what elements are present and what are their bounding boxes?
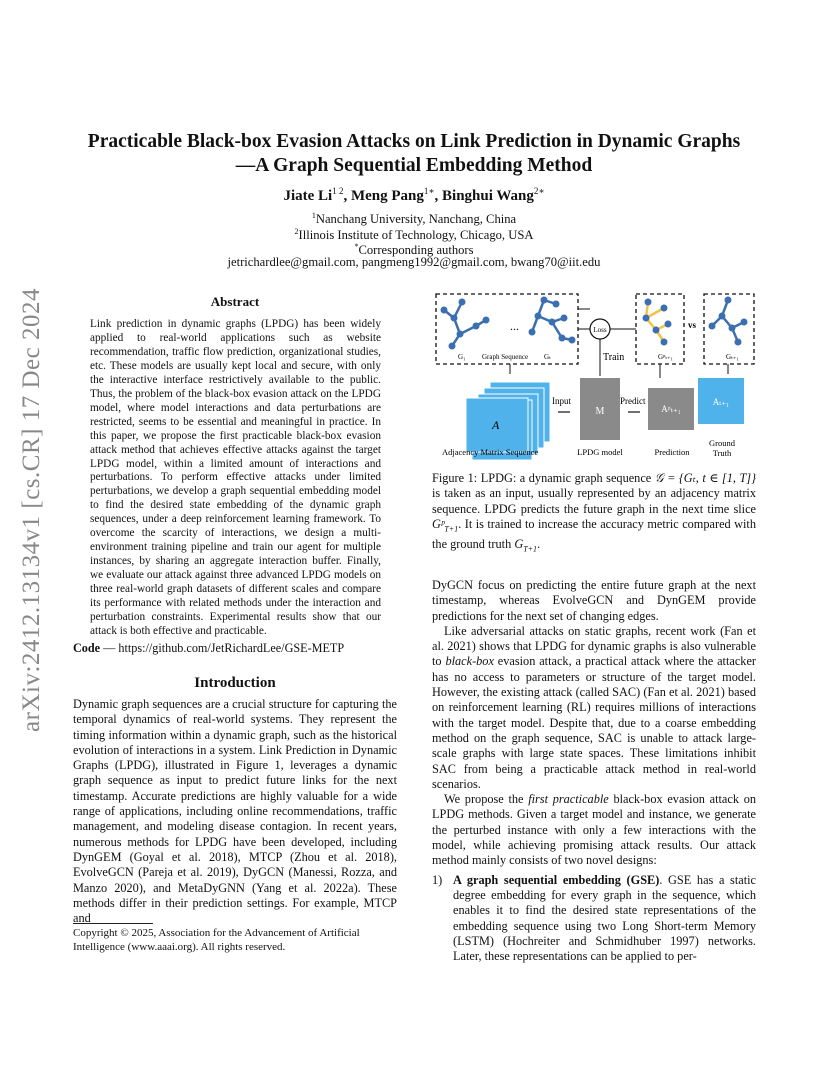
author-3: Binghui Wang <box>442 188 534 204</box>
abstract-heading: Abstract <box>210 294 260 309</box>
train-label: Train <box>603 352 625 363</box>
caption-math-3: G <box>514 537 524 552</box>
caption-math-1: 𝒢 = {Gₜ, t ∈ [1, T]} <box>654 471 756 485</box>
copyright-note: Copyright © 2025, Association for the Advancement of Artificial Intelligence (www.aaai.org). All rights reserved. <box>73 927 360 953</box>
intro-paragraph-1: Dynamic graph sequences are a crucial structure for capturing the temporal dynamics of real-world systems. They represent the timing information within a dynamic graph, such as the historical evolution of interactions in a system. Link Prediction in Dynamic Graphs (LPDG), illustrated in Figure 1, leverages a dynamic graph sequence as input to predict future links for the next timestamp. Accurate predictions are highly valuable for a wide range of applications, including online recommendations, traffic management, and modeling disease contagion. In recent years, numerous methods for LPDG have been developed, including DynGEM (Goyal et al. 2018), MTCP (Zhou et al. 2018), EvolveGCN (Pareja et al. 2019), DyGCN (Manessi, Rozza, and Manzo 2020), and MetaDyGNN (Yang et al. 2022a). These methods differ in their prediction settings. For example, MTCP and <box>73 697 397 926</box>
right-p3-part-b: black-box evasion attack on LPDG methods. Given a target model and instance, we generate the perturbed instance with only a few interactions with the model, while achieving promising attack results. Our attack method mainly consists of two novel designs: <box>432 792 756 868</box>
graph-gt <box>529 297 576 344</box>
label-gp: Gᵖₜ₊₁ <box>658 353 674 361</box>
model-m-label: M <box>595 406 605 417</box>
ground-truth-matrix-label: Aₜ₊₁ <box>712 397 730 407</box>
corresponding-sup: * <box>354 242 359 251</box>
caption-adjacency-sequence: Adjacency Matrix Sequence <box>442 447 539 457</box>
author-list: Jiate $Li^{1 2}$, Meng Pang$^{1∗}$, Binghui Wang$^{2∗}$ <box>283 186 545 204</box>
caption-part-d: . <box>537 537 541 552</box>
author-3-sup: 2∗ <box>533 186 545 196</box>
right-paragraph-2 <box>432 624 756 792</box>
right-p3-part-a: We propose the <box>444 792 529 807</box>
figure-1-diagram <box>432 288 758 464</box>
graph-prediction <box>643 299 672 346</box>
paper-title <box>70 130 758 178</box>
caption-part-b: is taken as an input, usually represented by an adjacency matrix sequence. LPDG predicts the future graph in the next time slice <box>432 486 756 516</box>
introduction-body <box>73 697 397 926</box>
caption-part-c: . It is trained to increase the accuracy metric compared with the ground truth <box>432 517 756 552</box>
corresponding-text: Corresponding authors <box>358 243 474 258</box>
affiliation-2-text: Illinois Institute of Technology, Chicago, USA <box>298 228 534 243</box>
abstract-body: Link prediction in dynamic graphs (LPDG) has been widely applied to real-world applications such as website recommendation, traffic flow prediction, organizational studies, etc. These models are usually kept local and secure, with only the interactive interface restrictively available to the public. Thus, the problem of the black-box evasion attack on the LPDG model, where model interactions and data perturbations are restricted, seems to be essential and meaningful in practice. In this paper, we propose the first practicable black-box evasion attack method that achieves effective attacks against the target LPDG model, within a limited amount of interactions and perturbations. To perform effective attacks under limited perturbations, we develop a graph sequential embedding model to find the desired state embedding of the dynamic graph sequences, under a deep reinforcement learning framework. To overcome the scarcity of interactions, we design a multi-environment training pipeline and train our agent for multiple instances, by sharing an aggregate interaction buffer. Finally, we evaluate our attack against three advanced LPDG models on three real-world graph datasets of different scales and compare its performance with related methods under the interaction and perturbation constraints. Experimental results show that our attack is both effective and practicable. <box>90 318 381 637</box>
author-1: Jiate Li <box>283 188 333 204</box>
caption-part-a: Figure 1: LPDG: a dynamic graph sequence <box>432 471 655 485</box>
list-item-1-bold: A graph sequential embedding (GSE) <box>453 872 660 887</box>
right-p2-part-b: evasion attack, a practical attack where the attacker has no access to parameters or structure of the target model. However, the existing attack (called SAC) (Fan et al. 2021) based on reinforcement learning (RL) requires millions of interactions with the target model. Despite that, due to a coarse embedding method on the graph sequence, SAC is unable to attack large-scale graphs with large state spaces. These limitations inhibit SAC from being a practicable attack method in real-world scenarios. <box>432 654 756 791</box>
label-g1: G₁ <box>458 353 466 361</box>
author-1-sup: 1 2 <box>332 186 344 196</box>
label-vs: vs <box>688 320 697 330</box>
arxiv-id: arXiv:2412.13134v1 [cs.CR] 17 Dec 2024 <box>18 288 45 732</box>
right-paragraph-1: DyGCN focus on predicting the entire future graph at the next timestamp, whereas EvolveGCN and DynGEM provide predictions for the next set of changing edges. <box>432 578 756 623</box>
code-url[interactable]: https://github.com/JetRichardLee/GSE-METP <box>118 641 345 655</box>
title-line-1: Practicable Black-box Evasion Attacks on Link Prediction in Dynamic Graphs <box>87 131 741 152</box>
author-2: Meng Pang <box>350 188 424 204</box>
caption-ground: Ground <box>709 438 735 448</box>
figure-1-caption <box>432 471 756 557</box>
affiliation-2-sup: 2 <box>294 227 299 236</box>
list-item-1-number: 1) <box>432 872 443 887</box>
input-label: Input <box>552 396 571 406</box>
graph-ground-truth <box>709 297 748 346</box>
matrix-a-label: A <box>492 418 500 432</box>
arxiv-sidebar <box>14 250 50 770</box>
predict-label: Predict <box>620 396 646 406</box>
title-line-2: —A Graph Sequential Embedding Method <box>235 155 593 176</box>
code-label: Code <box>73 641 101 655</box>
caption-truth: Truth <box>712 448 732 458</box>
right-p2-emphasis: black-box <box>445 654 494 669</box>
list-item-1 <box>432 873 756 965</box>
label-gt1: Gₜ₊₁ <box>726 353 739 361</box>
affiliation-1-text: Nanchang University, Nanchang, China <box>315 212 517 227</box>
affiliation-1-sup: 1 <box>311 211 316 220</box>
prediction-matrix-label: Aᵖₜ₊₁ <box>661 404 681 414</box>
loss-label: Loss <box>593 326 607 334</box>
label-gt: Gₜ <box>544 353 551 361</box>
down-arrows <box>510 364 728 378</box>
right-p2-part-a: Like adversarial attacks on static graphs, recent work (Fan et al. 2021) shows that LPDG for dynamic graphs is also vulnerable to <box>432 623 756 669</box>
footnote-rule <box>73 923 153 924</box>
caption-math-2-sub: T+1 <box>444 524 459 534</box>
caption-math-2: Gᵖ <box>432 517 445 532</box>
graph-g1 <box>441 299 490 350</box>
code-line <box>73 641 397 656</box>
author-2-sup: 1∗ <box>423 186 435 196</box>
caption-lpdg-model: LPDG model <box>577 447 623 457</box>
label-graph-sequence: Graph Sequence <box>482 353 529 361</box>
caption-prediction: Prediction <box>654 447 690 457</box>
right-p3-emphasis: first practicable <box>528 792 609 807</box>
introduction-heading: Introduction <box>194 675 276 691</box>
right-paragraph-3 <box>432 792 756 868</box>
right-column-body <box>432 578 756 964</box>
graph-ellipsis: ... <box>510 319 519 333</box>
list-item-1-text: . GSE has a static degree embedding for every graph in the sequence, which enables it to find the desired state representations of the embedding sequence using two Long Short-term Memory (LSTM) (Hochreiter and Schmidhuber 1997) networks. Later, these representations can be applied to per- <box>453 872 756 964</box>
caption-math-3-sub: T+1 <box>523 544 538 554</box>
author-emails: jetrichardlee@gmail.com, pangmeng1992@gmail.com, bwang70@iit.edu <box>227 255 601 269</box>
code-separator: — <box>100 641 119 655</box>
